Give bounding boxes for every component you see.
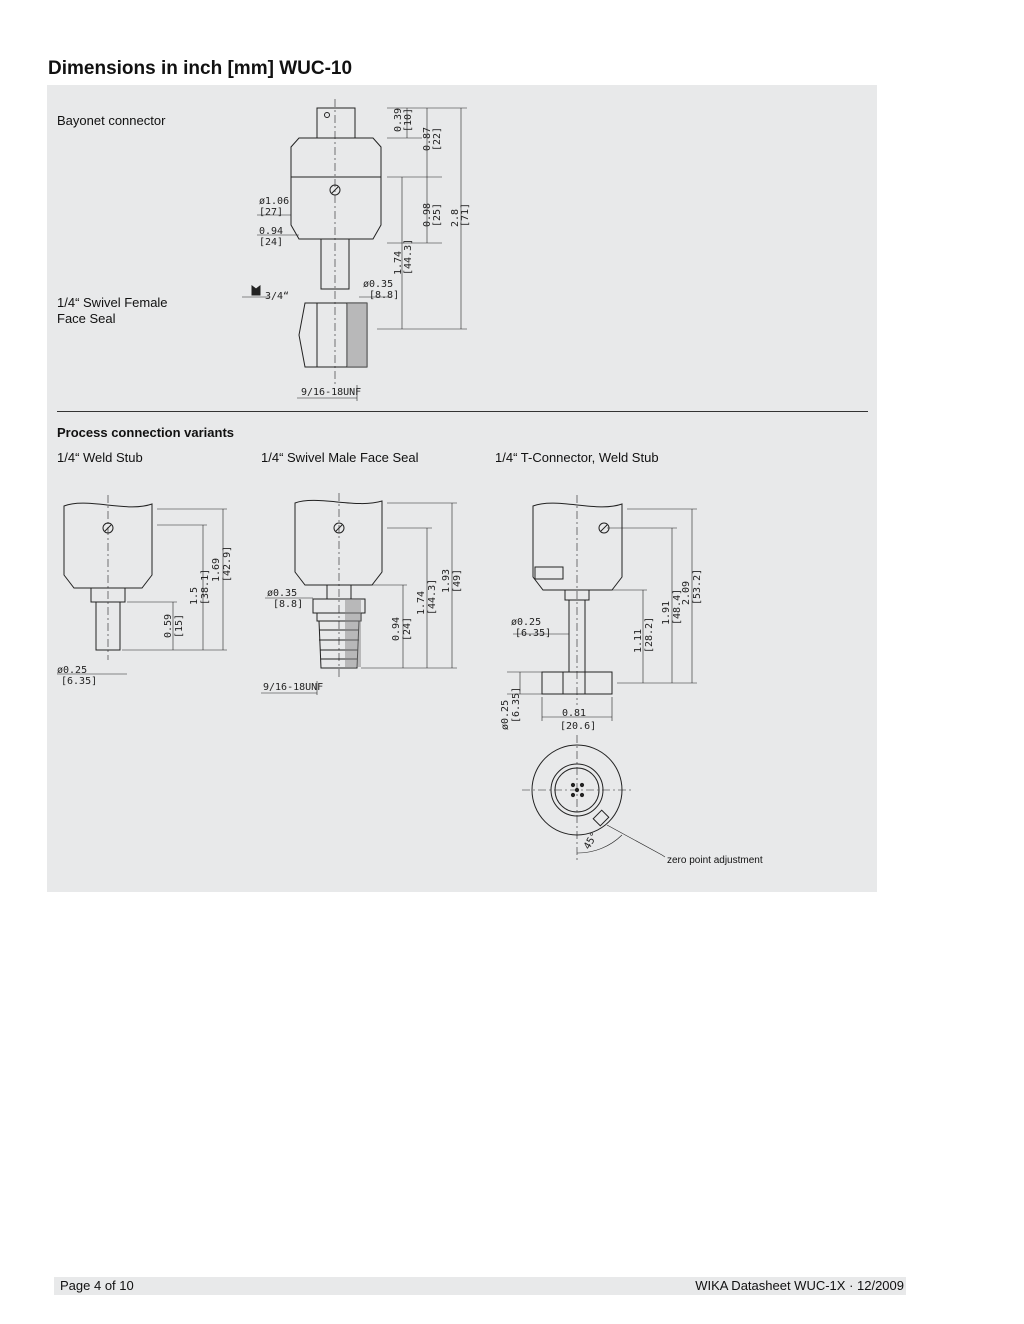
dim-039-mm: [10]	[403, 107, 414, 132]
page-number: Page 4 of 10	[60, 1278, 134, 1293]
dim-087-mm: [22]	[432, 126, 443, 151]
ws-dim-dia025-mm: [6.35]	[61, 676, 98, 687]
dim-174-mm: [44.3]	[403, 238, 414, 275]
ws-dim-dia025: ø0.25	[57, 665, 88, 676]
dim-087: 0.87	[422, 126, 433, 151]
mfs-dim-094-mm: [24]	[402, 616, 413, 641]
dim-094: 0.94	[259, 226, 284, 237]
ws-dim-15: 1.5	[189, 586, 200, 605]
t-connector-label: 1/4“ T-Connector, Weld Stub	[495, 450, 659, 465]
mfs-dim-174-mm: [44.3]	[427, 578, 438, 615]
male-face-seal-label: 1/4“ Swivel Male Face Seal	[261, 450, 419, 465]
mfs-dim-174: 1.74	[416, 590, 427, 615]
t-connector-drawing	[507, 495, 697, 860]
tc-dim-111: 1.11	[633, 628, 644, 653]
tc-dim-081: 0.81	[562, 708, 587, 719]
ws-dim-169-mm: [42.9]	[222, 545, 233, 582]
dim-28: 2.8	[450, 208, 461, 227]
dim-28-mm: [71]	[460, 202, 471, 227]
dim-dia106: ø1.06	[259, 196, 290, 207]
mfs-dim-dia035-mm: [8.8]	[273, 599, 304, 610]
tc-dim-v025-mm: [6.35]	[511, 686, 522, 723]
tc-dim-dia025: ø0.25	[511, 617, 542, 628]
tc-dim-081-mm: [20.6]	[560, 721, 597, 732]
ws-dim-169: 1.69	[211, 557, 222, 582]
tc-dim-209-mm: [53.2]	[692, 568, 703, 605]
tc-dim-dia025-mm: [6.35]	[515, 628, 552, 639]
document-reference: WIKA Datasheet WUC-1X · 12/2009	[695, 1278, 904, 1293]
dim-098-mm: [25]	[432, 202, 443, 227]
swivel-female-label-line2: Face Seal	[57, 311, 116, 326]
dim-dia106-mm: [27]	[259, 207, 284, 218]
mfs-dim-193: 1.93	[441, 568, 452, 593]
dim-098: 0.98	[422, 202, 433, 227]
tc-angle: 45°	[582, 830, 601, 852]
ws-dim-059: 0.59	[163, 613, 174, 638]
tc-dim-191: 1.91	[661, 600, 672, 625]
zero-point-label: zero point adjustment	[667, 855, 763, 866]
dim-039: 0.39	[393, 107, 404, 132]
dim-dia035: ø0.35	[363, 279, 394, 290]
swivel-female-label-line1: 1/4“ Swivel Female	[57, 295, 168, 310]
tc-dim-111-mm: [28.2]	[644, 616, 655, 653]
dimensions-panel	[47, 85, 877, 892]
tc-dim-209: 2.09	[681, 580, 692, 605]
mfs-dim-dia035: ø0.35	[267, 588, 298, 599]
page-title: Dimensions in inch [mm] WUC-10	[48, 58, 353, 79]
mfs-dim-193-mm: [49]	[452, 568, 463, 593]
technical-drawings	[47, 85, 877, 892]
tc-dim-191-mm: [48.4]	[672, 588, 683, 625]
dim-dia035-mm: [8.8]	[369, 290, 400, 301]
dim-094-mm: [24]	[259, 237, 284, 248]
ws-dim-15-mm: [38.1]	[200, 568, 211, 605]
bayonet-connector-label: Bayonet connector	[57, 113, 166, 128]
mfs-dim-thread: 9/16-18UNF	[263, 682, 324, 693]
ws-dim-059-mm: [15]	[174, 613, 185, 638]
dim-thread: 9/16-18UNF	[301, 387, 362, 398]
dim-wrench: 3/4“	[265, 291, 290, 302]
mfs-dim-094: 0.94	[391, 616, 402, 641]
tc-dim-v025: ø0.25	[500, 699, 511, 730]
footer-bar	[54, 1277, 906, 1295]
weld-stub-label: 1/4“ Weld Stub	[57, 450, 143, 465]
dim-174: 1.74	[393, 250, 404, 275]
variants-heading: Process connection variants	[57, 425, 235, 440]
